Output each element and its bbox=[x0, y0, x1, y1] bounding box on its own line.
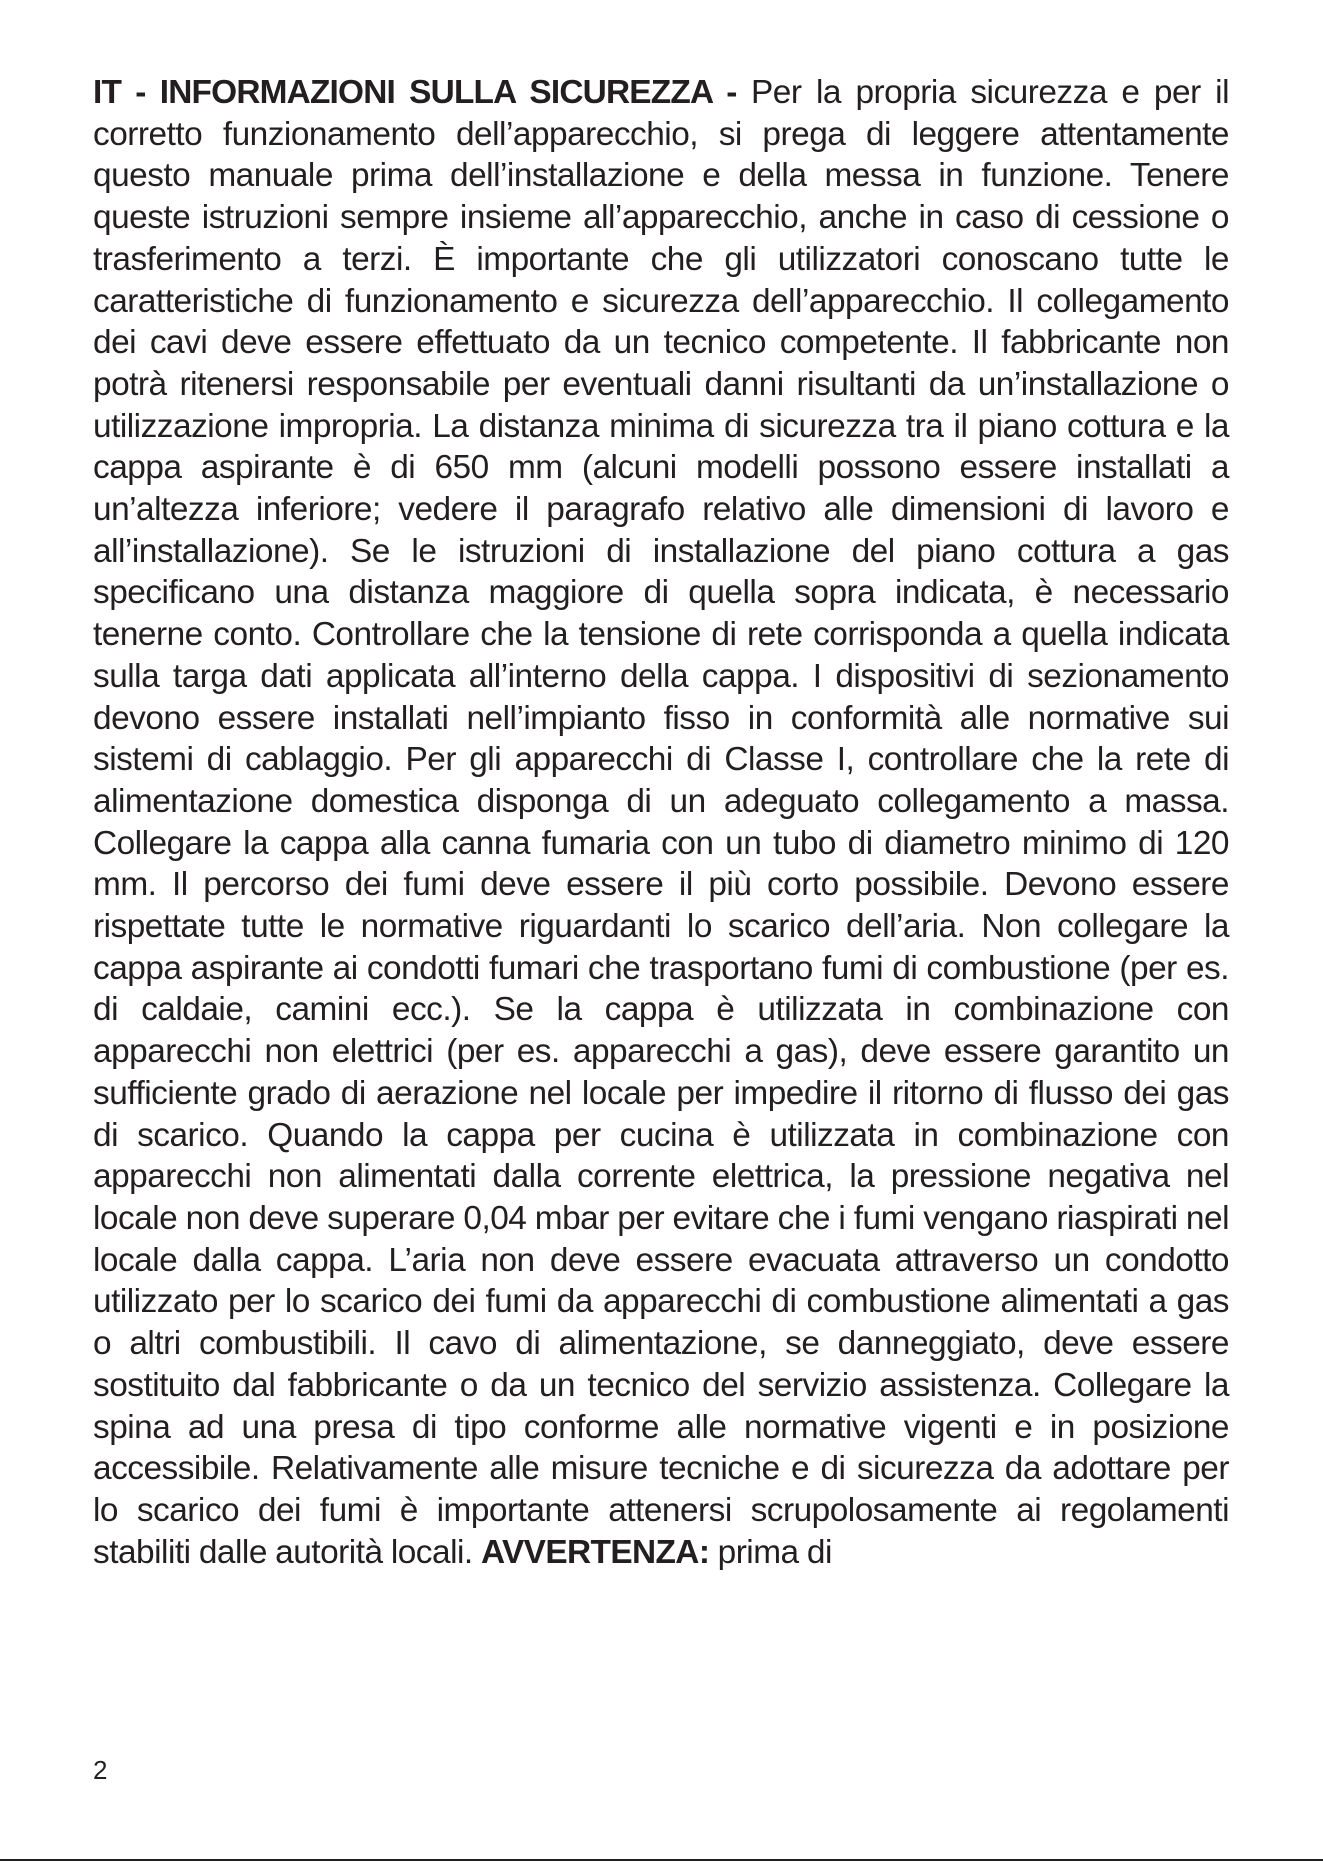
warning-text: prima di bbox=[709, 1533, 832, 1571]
warning-label: AVVERTENZA: bbox=[480, 1533, 710, 1571]
bottom-divider bbox=[0, 1859, 1323, 1861]
section-heading: IT - INFORMAZIONI SULLA SICUREZZA - bbox=[93, 74, 737, 111]
page-number: 2 bbox=[93, 1755, 108, 1785]
body-text: Per la propria sicurezza e per il corretto funzionamento dell’apparecchio, si prega di leggere attentamente questo manuale prima dell’installazione e della messa in funzione. Tenere queste istruzioni sempre insieme all’apparecchio, anche in caso di cessione o trasferimento a terzi. È importante che gli utilizzatori conoscano tutte le caratteristiche di funzionamento e sicurezza dell’apparecchio. Il collegamento dei cavi deve essere effettuato da un tecnico competente. Il fabbricante non potrà ritenersi responsabile per eventuali danni risultanti da un’installazione o utilizzazione impropria. La distanza minima di sicurezza tra il piano cottura e la cappa aspirante è di 650 mm (alcuni modelli possono essere installati a un’altezza inferiore; vedere il paragrafo relativo alle dimensioni di lavoro e all’installazione). Se le istruzioni di installazione del piano cottura a gas specificano una distanza maggiore di quella sopra indicata, è necessario tenerne conto. Controllare che la tensione di rete corrisponda a quella indicata sulla targa dati applicata all’interno della cappa. I dispositivi di sezionamento devono essere installati nell’impianto fisso in conformità alle normative sui sistemi di cablaggio. Per gli apparecchi di Classe I, controllare che la rete di alimentazione domestica disponga di un adeguato collegamento a massa. Collegare la cappa alla canna fumaria con un tubo di diametro minimo di 120 mm. Il percorso dei fumi deve essere il più corto possibile. Devono essere rispettate tutte le normative riguardanti lo scarico dell’aria. Non collegare la cappa aspirante ai condotti fumari che trasportano fumi di combustione (per es. di caldaie, camini ecc.). Se la cappa è utilizzata in combinazione con apparecchi non elettrici (per es. apparecchi a gas), deve essere garantito un sufficiente grado di aerazione nel locale per impedire il ritorno di flusso dei gas di scarico. Quando la cappa per cucina è utilizzata in combinazione con apparecchi non alimentati dalla corrente elettrica, la pressione negativa nel locale non deve superare 0,04 mbar per evitare che i fumi vengano riaspirati nel locale dalla cappa. L’aria non deve essere evacuata attraverso un condotto utilizzato per lo scarico dei fumi da apparecchi di combustione alimentati a gas o altri combustibili. Il cavo di alimentazione, se danneggiato, deve essere sostituito dal fabbricante o da un tecnico del servizio assistenza. Collegare la spina ad una presa di tipo conforme alle normative vigenti e in posizione accessibile. Relativamente alle misure tecniche e di sicurezza da adottare per lo scarico dei fumi è importante attenersi scrupolosamente ai regolamenti stabiliti dalle autorità locali. bbox=[93, 74, 1230, 1571]
safety-information-paragraph bbox=[93, 72, 1229, 1573]
